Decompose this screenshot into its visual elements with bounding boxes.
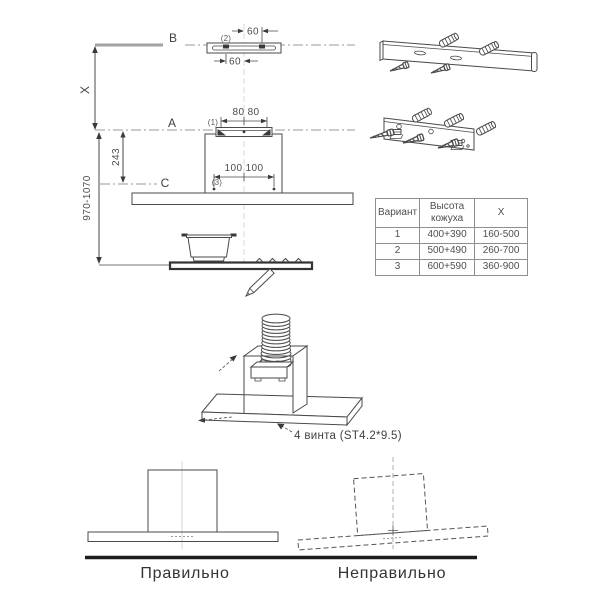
- variants-table: [375, 198, 528, 276]
- table-cell-variant: 2: [376, 244, 420, 260]
- wall-anchor-icon: [475, 121, 496, 136]
- flexible-duct-drawing: [261, 314, 291, 368]
- table-header-row: [376, 199, 528, 228]
- screw-icon: [430, 64, 450, 76]
- dim-x-label: X: [78, 85, 92, 95]
- hood-assembly-illustration: [198, 314, 402, 442]
- dim-243-label: 243: [111, 148, 122, 166]
- table-header-hood-height: Высота кожуха: [420, 199, 475, 228]
- dim-60-top-label: 60: [247, 26, 259, 38]
- callout-2-label: (2): [220, 34, 232, 43]
- callout-3-label: (3): [211, 178, 223, 187]
- incorrect-label: Неправильно: [337, 565, 447, 582]
- table-header-x: X: [475, 199, 528, 228]
- table-header-variant: Вариант: [376, 199, 420, 228]
- table-cell-variant: 3: [376, 260, 420, 276]
- table-row: [376, 244, 528, 260]
- upper-rail-drawing: [207, 43, 281, 53]
- table-cell-x: 260-700: [475, 244, 528, 260]
- table-row: [376, 228, 528, 244]
- point-b-label: B: [168, 31, 178, 45]
- incorrect-mounting-illustration: [294, 457, 488, 550]
- dim-height-range-label: 970-1070: [82, 175, 93, 221]
- correct-mounting-illustration: [88, 461, 278, 549]
- wall-anchor-icon: [411, 107, 432, 123]
- hood-bracket-drawing: [216, 128, 272, 137]
- table-cell-hood-height: 600+590: [420, 260, 475, 276]
- point-c-label: C: [160, 176, 170, 190]
- wall-bracket-2-illustration: [369, 107, 496, 151]
- pencil-drawing: [246, 269, 274, 296]
- table-cell-x: 360-900: [475, 260, 528, 276]
- dim-100-100-label: 100 100: [224, 163, 264, 174]
- point-a-label: A: [167, 116, 177, 130]
- table-cell-variant: 1: [376, 228, 420, 244]
- table-cell-x: 160-500: [475, 228, 528, 244]
- dim-60-bottom-label: 60: [229, 56, 241, 68]
- brand-mark: [383, 537, 401, 538]
- table-cell-hood-height: 500+490: [420, 244, 475, 260]
- table-row: [376, 260, 528, 276]
- pot-drawing: [182, 234, 237, 263]
- screw-icon: [389, 62, 409, 74]
- hood-body-outline: [132, 193, 353, 205]
- installation-dimensions-figure: [78, 24, 355, 296]
- table-cell-hood-height: 400+390: [420, 228, 475, 244]
- dim-80-80-label: 80 80: [232, 107, 260, 118]
- callout-1-label: (1): [207, 118, 219, 127]
- wall-bracket-1-illustration: [380, 32, 537, 75]
- correct-label: Правильно: [140, 565, 230, 582]
- cooktop-drawing: [170, 234, 312, 270]
- wall-anchor-icon: [443, 113, 464, 128]
- outlet-adapter-drawing: [251, 360, 293, 381]
- screws-caption: 4 винта (ST4.2*9.5): [294, 430, 402, 442]
